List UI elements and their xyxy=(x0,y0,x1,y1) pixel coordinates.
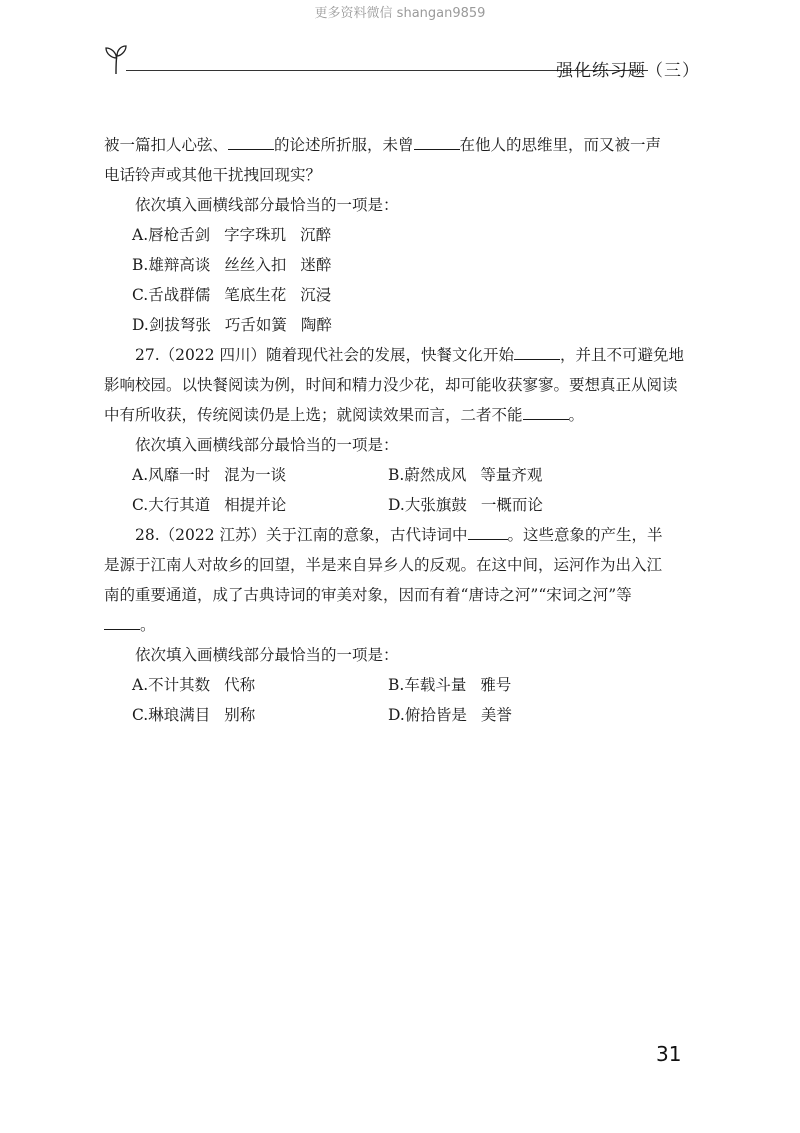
option-word: 字字珠玑 xyxy=(224,226,287,244)
q27-options-row2 xyxy=(104,490,694,520)
option-letter: C. xyxy=(132,496,149,514)
q26-option-a xyxy=(104,220,694,250)
option-word: 陶醉 xyxy=(300,316,332,334)
text-run: 27.（2022 四川）随着现代社会的发展，快餐文化开始 xyxy=(135,346,515,364)
section-title: 强化练习题（三） xyxy=(556,61,700,81)
page-number: 31 xyxy=(656,1042,682,1066)
option-word: 巧舌如簧 xyxy=(224,316,287,334)
option-letter: B. xyxy=(388,676,405,694)
q28-option-c xyxy=(132,700,388,730)
q26-option-b xyxy=(104,250,694,280)
option-word: 俯拾皆是 xyxy=(404,706,467,724)
text-run: 。这些意象的产生，半 xyxy=(507,526,663,544)
option-word: 沉醉 xyxy=(300,226,332,244)
option-word: 大张旗鼓 xyxy=(404,496,467,514)
option-letter: D. xyxy=(132,316,149,334)
q28-options-row2 xyxy=(104,700,694,730)
q26-option-c xyxy=(104,280,694,310)
q28-prompt: 依次填入画横线部分最恰当的一项是： xyxy=(135,646,399,664)
fill-blank xyxy=(523,401,569,420)
option-word: 丝丝入扣 xyxy=(224,256,287,274)
option-word: 沉浸 xyxy=(300,286,332,304)
text-run: 被一篇扣人心弦、 xyxy=(104,136,229,154)
option-word: 代称 xyxy=(224,676,256,694)
q28-stem-line4 xyxy=(104,610,694,640)
text-run: 的论述所折服，未曾 xyxy=(274,136,414,154)
q26-stem-line1 xyxy=(104,130,694,160)
option-word: 车载斗量 xyxy=(404,676,467,694)
q27-stem-line1 xyxy=(104,340,694,370)
q27-stem-line3 xyxy=(104,400,694,430)
text-run: 28.（2022 江苏）关于江南的意象，古代诗词中 xyxy=(135,526,468,544)
q28-option-a xyxy=(132,670,388,700)
fill-blank xyxy=(104,611,140,630)
q26-prompt: 依次填入画横线部分最恰当的一项是： xyxy=(135,196,399,214)
option-word: 别称 xyxy=(224,706,256,724)
option-word: 笔底生花 xyxy=(224,286,287,304)
option-letter: D. xyxy=(388,706,405,724)
q27-stem-line2: 影响校园。以快餐阅读为例，时间和精力没少花，却可能收获寥寥。要想真正从阅读 xyxy=(104,376,678,394)
option-word: 风靡一时 xyxy=(148,466,211,484)
fill-blank xyxy=(468,521,508,540)
q28-options-row1 xyxy=(104,670,694,700)
q26-stem-line2: 电话铃声或其他干扰拽回现实？ xyxy=(104,166,322,184)
option-letter: A. xyxy=(132,676,149,694)
option-word: 雅号 xyxy=(480,676,512,694)
q27-prompt: 依次填入画横线部分最恰当的一项是： xyxy=(135,436,399,454)
fill-blank xyxy=(228,131,274,150)
option-letter: B. xyxy=(132,256,149,274)
option-letter: A. xyxy=(132,226,149,244)
option-word: 不计其数 xyxy=(148,676,211,694)
option-word: 舌战群儒 xyxy=(148,286,211,304)
option-word: 一概而论 xyxy=(480,496,543,514)
page-content xyxy=(104,130,694,730)
option-word: 雄辩高谈 xyxy=(148,256,211,274)
option-letter: B. xyxy=(388,466,405,484)
q28-stem-line3: 南的重要通道，成了古典诗词的审美对象，因而有着“唐诗之河”“宋词之河”等 xyxy=(104,586,632,604)
sprout-icon xyxy=(104,44,130,76)
q27-option-b xyxy=(388,460,644,490)
text-run: 。 xyxy=(140,616,156,634)
q28-option-b xyxy=(388,670,644,700)
q28-stem-line2: 是源于江南人对故乡的回望，半是来自异乡人的反观。在这中间，运河作为出入江 xyxy=(104,556,663,574)
watermark-text: 更多资料微信 shangan9859 xyxy=(314,6,486,21)
q27-option-a xyxy=(132,460,388,490)
q26-option-d xyxy=(104,310,694,340)
fill-blank xyxy=(514,341,560,360)
option-word: 大行其道 xyxy=(148,496,211,514)
text-run: 。 xyxy=(568,406,585,424)
page-header xyxy=(104,42,700,82)
q27-options-row1 xyxy=(104,460,694,490)
option-word: 美誉 xyxy=(480,706,512,724)
option-word: 混为一谈 xyxy=(224,466,287,484)
q28-stem-line1 xyxy=(104,520,694,550)
option-word: 唇枪舌剑 xyxy=(148,226,211,244)
q27-option-d xyxy=(388,490,644,520)
fill-blank xyxy=(414,131,460,150)
text-run: ，并且不可避免地 xyxy=(560,346,685,364)
q27-option-c xyxy=(132,490,388,520)
option-word: 琳琅满目 xyxy=(148,706,211,724)
option-letter: D. xyxy=(388,496,405,514)
q28-option-d xyxy=(388,700,644,730)
option-word: 蔚然成风 xyxy=(404,466,467,484)
text-run: 在他人的思维里，而又被一声 xyxy=(459,136,662,154)
option-letter: C. xyxy=(132,286,149,304)
option-word: 迷醉 xyxy=(300,256,332,274)
option-word: 剑拔弩张 xyxy=(148,316,211,334)
option-letter: C. xyxy=(132,706,149,724)
option-word: 等量齐观 xyxy=(480,466,543,484)
option-word: 相提并论 xyxy=(224,496,287,514)
text-run: 中有所收获，传统阅读仍是上选；就阅读效果而言，二者不能 xyxy=(104,406,523,424)
option-letter: A. xyxy=(132,466,149,484)
